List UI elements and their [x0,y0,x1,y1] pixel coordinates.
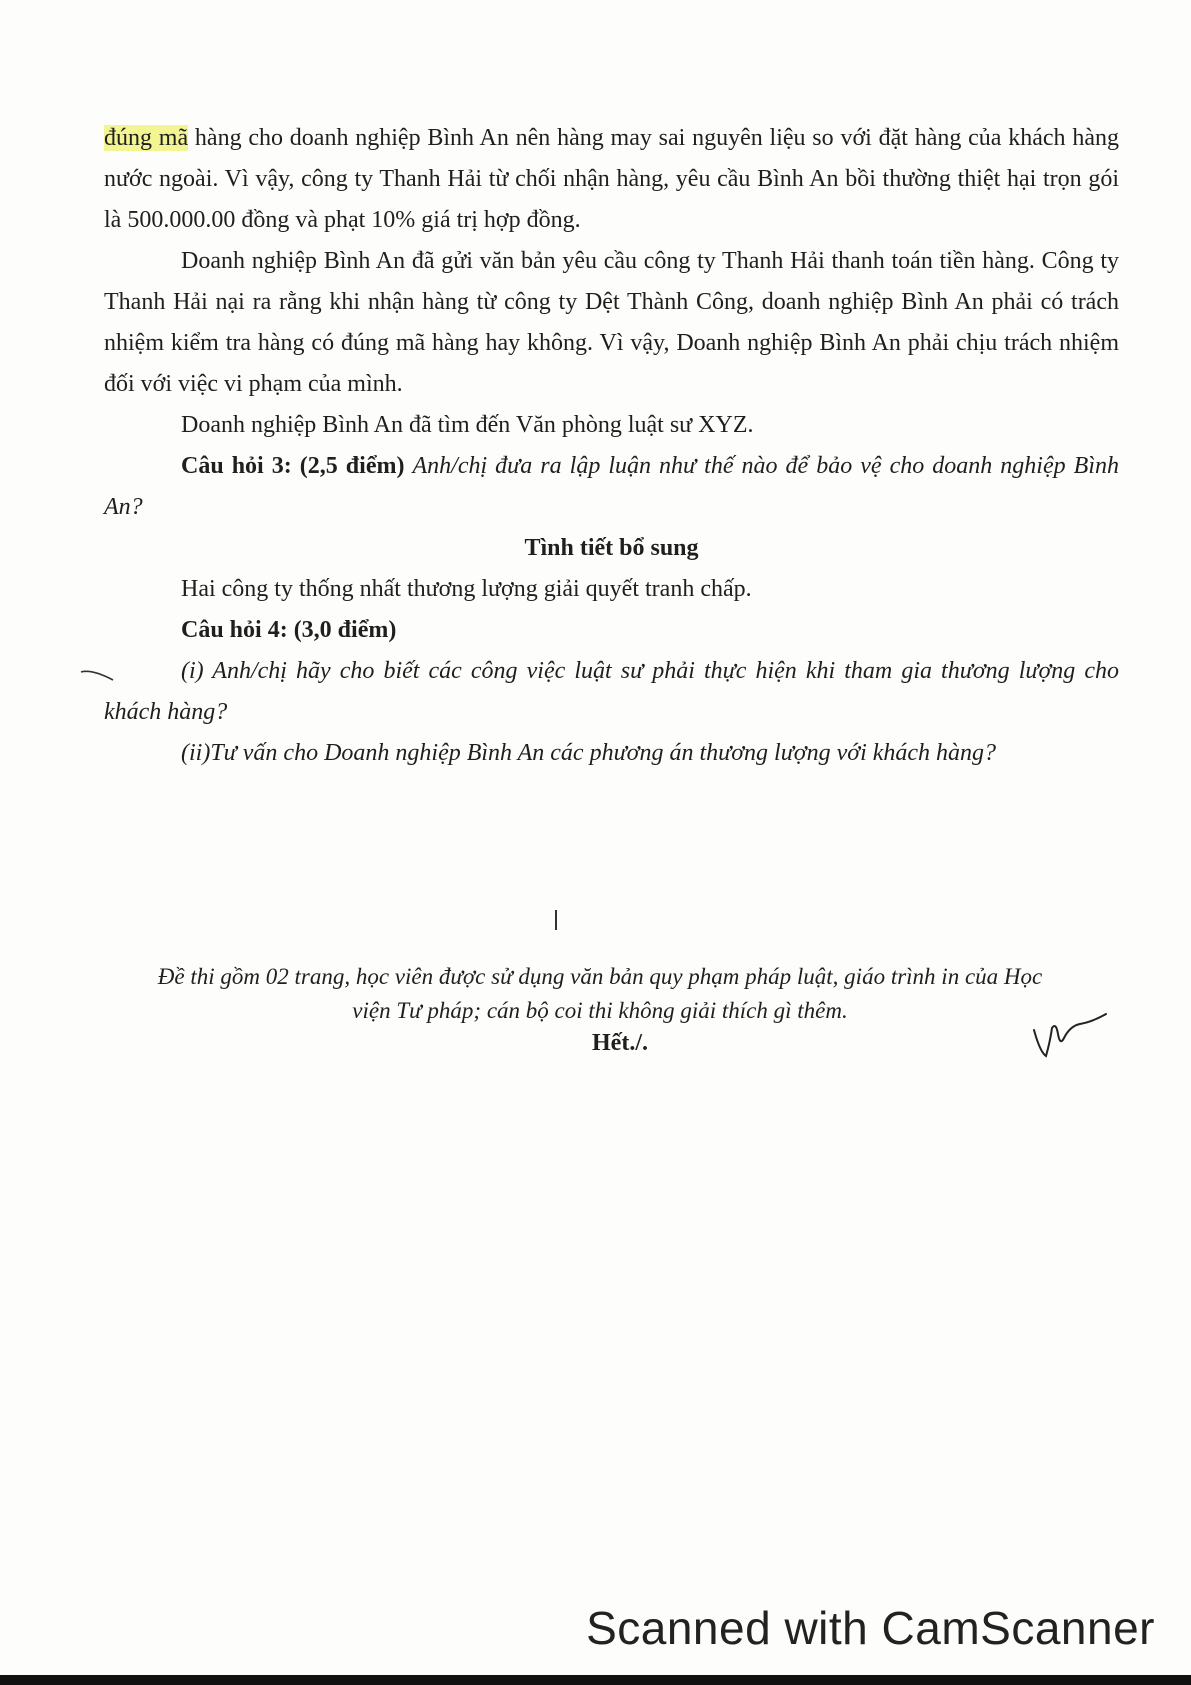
paragraph-2: Doanh nghiệp Bình An đã gửi văn bản yêu cầu công ty Thanh Hải thanh toán tiền hàng. Công ty Thanh Hải nại ra rằng khi nhận hàng từ công ty Dệt Thành Công, doanh nghiệp Bình An phải có trách nhiệm kiểm tra hàng có đúng mã hàng hay không. Vì vậy, Doanh nghiệp Bình An phải chịu trách nhiệm đối với việc vi phạm của mình. [104,248,1119,397]
document-body [104,118,1119,774]
exam-footer-note: Đề thi gồm 02 trang, học viên được sử dụng văn bản quy phạm pháp luật, giáo trình in của Học viện Tư pháp; cán bộ coi thi không giải thích gì thêm. [157,964,1043,1023]
question-4-item-1: (i) Anh/chị hãy cho biết các công việc luật sư phải thực hiện khi tham gia thương lượng cho khách hàng? [104,658,1119,725]
question-4-label: Câu hỏi 4: (3,0 điểm) [181,617,397,643]
question-3-label: Câu hỏi 3: (2,5 điểm) [181,453,405,479]
highlighted-text: đúng mã [104,125,189,151]
paragraph-1-text: hàng cho doanh nghiệp Bình An nên hàng may sai nguyên liệu so với đặt hàng của khách hàng nước ngoài. Vì vậy, công ty Thanh Hải từ chối nhận hàng, yêu cầu Bình An bồi thường thiệt hại trọn gói là 500.000.00 đồng và phạt 10% giá trị hợp đồng. [104,125,1119,233]
paragraph-1 [104,118,1119,241]
signature-icon [1030,1012,1110,1060]
supplement-text: Hai công ty thống nhất thương lượng giải quyết tranh chấp. [181,576,752,602]
scan-bottom-edge [0,1675,1191,1685]
camscanner-watermark: Scanned with CamScanner [586,1602,1155,1654]
question-3 [104,446,1119,528]
pen-tick-mark [555,910,557,930]
supplement-heading: Tình tiết bổ sung [524,535,699,561]
pen-dash-mark [80,668,114,682]
paragraph-3: Doanh nghiệp Bình An đã tìm đến Văn phòng luật sư XYZ. [181,412,754,438]
question-4-item-2: (ii)Tư vấn cho Doanh nghiệp Bình An các phương án thương lượng với khách hàng? [181,740,997,766]
end-mark: Hết./. [592,1030,648,1056]
question-3-text: Anh/chị đưa ra lập luận như thế nào để bảo vệ cho doanh nghiệp Bình An? [104,453,1119,520]
